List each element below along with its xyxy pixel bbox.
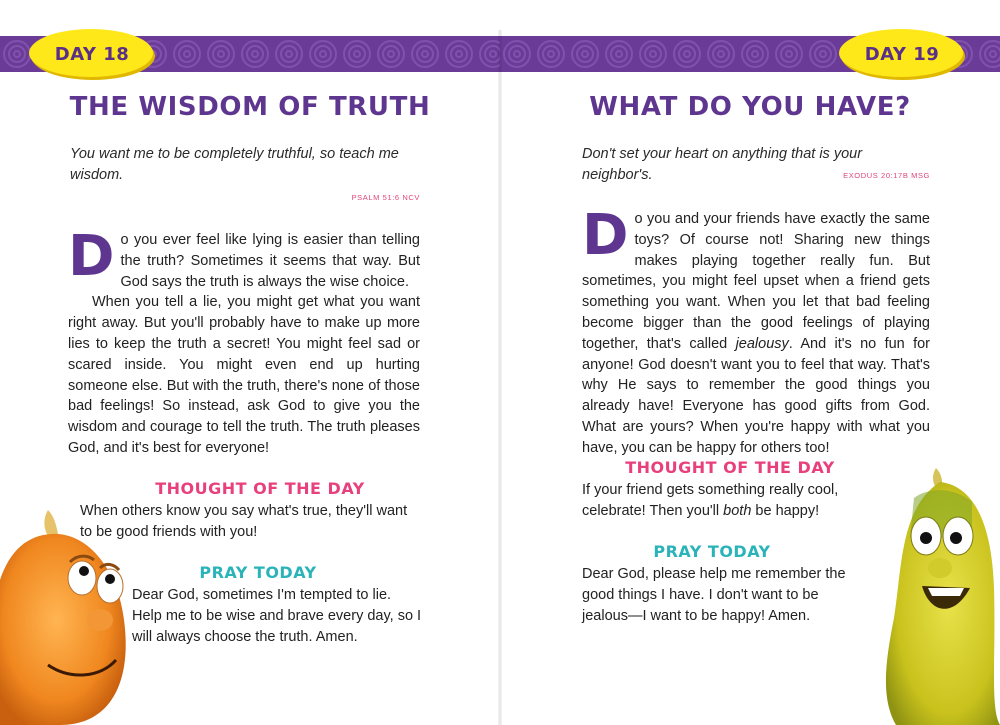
pray-text: Dear God, sometimes I'm tempted to lie. Help me to be wise and brave every day, so I will always choose the truth. Amen.: [132, 587, 422, 645]
body-paragraph-1: o you ever feel like lying is easier than telling the truth? Sometimes it seems that way. But God says the truth is always the wise choice.: [120, 232, 420, 290]
devotion-body: [68, 224, 420, 459]
day-badge: [27, 26, 157, 82]
thought-text-part-1: If your friend gets something really cool, celebrate! Then you'll: [582, 482, 839, 519]
body-emphasis: jealousy: [735, 335, 789, 352]
day-number: DAY 18: [54, 43, 130, 65]
squash-character-illustration: [880, 468, 1000, 725]
thought-emphasis: both: [723, 503, 752, 519]
body-text-part-1: o you and your friends have exactly the same toys? Of course not! Sharing new things makes playing together really fun. But sometimes, you might feel upset when a friend gets something you want. When you let that bad feeling become bigger than the good feelings of playing together, that's called: [582, 211, 930, 352]
pray-text: Dear God, please help me remember the good things I have. I don't want to be jealous—I want to be happy! Amen.: [582, 566, 846, 624]
right-page: [500, 0, 1000, 725]
day-number: DAY 19: [864, 43, 940, 65]
scripture-verse: Don't set your heart on anything that is your neighbor's.: [582, 146, 863, 183]
gourd-character-illustration: [0, 510, 140, 725]
thought-text: [582, 480, 870, 522]
day-badge: [837, 26, 967, 82]
verse-reference: PSALM 51:6 NCV: [351, 193, 420, 202]
scripture-verse: You want me to be completely truthful, so teach me wisdom.: [70, 146, 399, 183]
pray-heading: PRAY TODAY: [653, 542, 771, 561]
page-title: THE WISDOM OF TRUTH: [69, 92, 431, 122]
body-text-part-2: . And it's no fun for anyone! God doesn't want you to feel that way. That's why He says to remember the good things you already have! Everyone has good gifts from God. What are yours? When you're happy with what you have, you can be happy for others too!: [582, 335, 930, 456]
book-gutter: [498, 30, 502, 725]
body-paragraph-2: When you tell a lie, you might get what you want right away. But you'll probably have to make up more lies to keep the truth a secret! You might feel sad or scared inside. You might even end up hurting someone else. But with the truth, there's none of those bad feelings! So instead, ask God to give you the wisdom and courage to tell the truth. The truth pleases God, and it's best for everyone!: [68, 294, 420, 456]
thought-text-part-2: be happy!: [751, 503, 820, 519]
drop-cap: D: [68, 224, 115, 289]
pray-heading: PRAY TODAY: [199, 563, 317, 582]
thought-heading: THOUGHT OF THE DAY: [625, 458, 835, 477]
devotion-body: [582, 203, 930, 459]
thought-heading: THOUGHT OF THE DAY: [155, 479, 365, 498]
page-title: WHAT DO YOU HAVE?: [589, 92, 911, 122]
thought-text: When others know you say what's true, they'll want to be good friends with you!: [80, 503, 408, 540]
drop-cap: D: [582, 203, 629, 268]
verse-reference: EXODUS 20:17B MSG: [843, 171, 930, 180]
